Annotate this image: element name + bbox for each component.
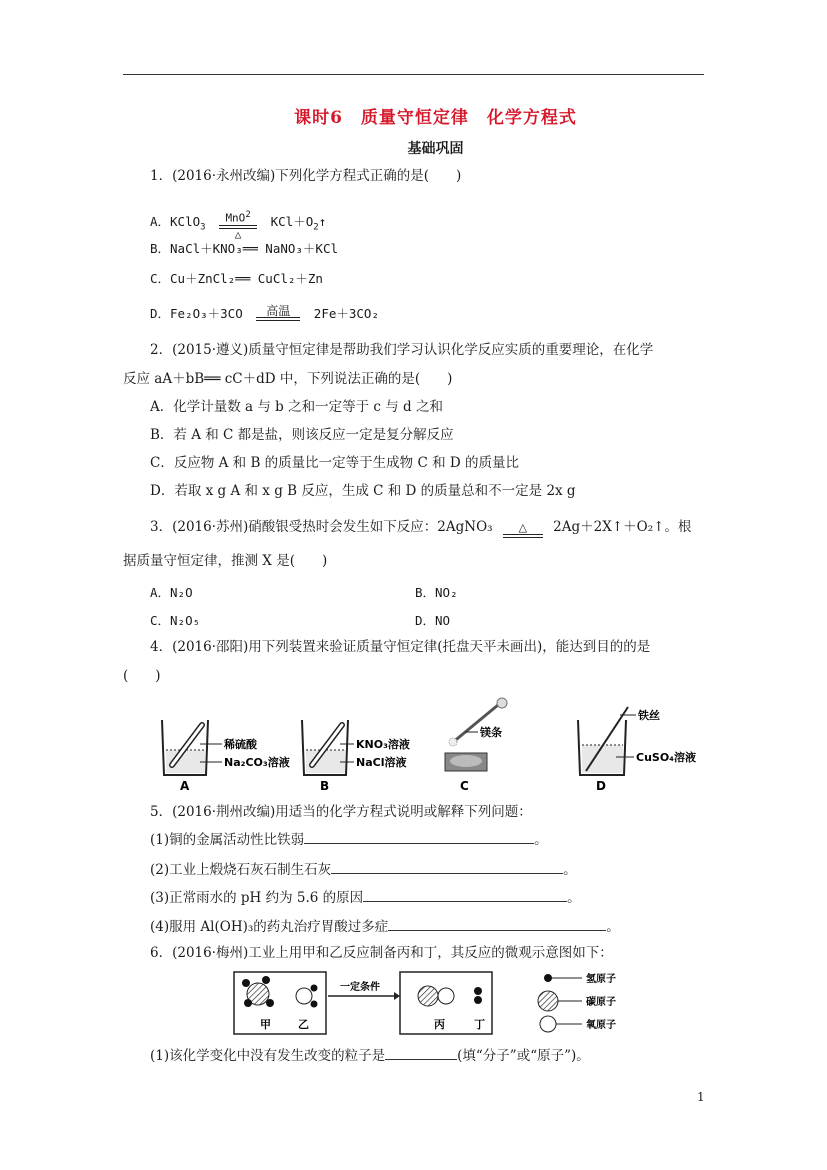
q4-stem-line2: ( ) <box>123 668 161 684</box>
q3-option-b: B．NO₂ <box>415 585 458 600</box>
header-rule <box>123 74 704 75</box>
q5-stem: 5．(2016·荆州改编)用适当的化学方程式说明或解释下列问题： <box>150 804 532 820</box>
q2-option-a: A．化学计量数 a 与 b 之和一定等于 c 与 d 之和 <box>150 399 443 415</box>
legend <box>538 972 616 1032</box>
legend-oxygen: 氧原子 <box>586 1020 616 1031</box>
label-kno3-solution: KNO₃溶液 <box>356 738 410 751</box>
answer-blank[interactable] <box>385 1047 457 1060</box>
label-magnesium-strip: 镁条 <box>480 726 502 739</box>
q3-option-d: D．NO <box>415 613 451 628</box>
answer-blank[interactable] <box>331 861 563 874</box>
q1-option-a: A．KClO$_3$ MnO$^2$ △ $KCl+O_2↑$ <box>150 210 327 241</box>
label-ding: 丁 <box>474 1018 485 1031</box>
molecule-ding <box>474 987 482 1004</box>
label-nacl-solution: NaCl溶液 <box>356 756 407 769</box>
apparatus-d <box>578 707 696 793</box>
label-cuso4-solution: CuSO₄溶液 <box>636 751 696 764</box>
molecule-bing <box>418 986 454 1006</box>
legend-hydrogen: 氢原子 <box>586 974 616 985</box>
reaction-condition: △ <box>503 522 543 538</box>
answer-blank[interactable] <box>388 918 606 931</box>
answer-blank[interactable] <box>363 889 567 902</box>
label-iron-wire: 铁丝 <box>638 709 660 722</box>
q2-option-b: B．若 A 和 C 都是盐，则该反应一定是复分解反应 <box>150 427 454 443</box>
q4-stem-line1: 4．(2016·邵阳)用下列装置来验证质量守恒定律(托盘天平未画出)，能达到目的的是 <box>150 639 651 655</box>
q3-option-c: C．N₂O₅ <box>150 613 201 628</box>
q1-option-c: C．Cu＋ZnCl₂══ CuCl₂＋Zn <box>150 271 323 286</box>
label-na2co3-solution: Na₂CO₃溶液 <box>224 756 290 769</box>
q6-micro-diagram <box>228 968 668 1038</box>
q5-item-3: (3)正常雨水的 pH 约为 5.6 的原因 。 <box>150 890 581 906</box>
label-jia: 甲 <box>260 1018 271 1031</box>
label-c: C <box>460 779 469 793</box>
q6-stem: 6．(2016·梅州)工业上用甲和乙反应制备丙和丁，其反应的微观示意图如下： <box>150 945 613 961</box>
page-title: 课时6 质量守恒定律 化学方程式 <box>294 108 577 128</box>
q2-stem-line1: 2．(2015·遵义)质量守恒定律是帮助我们学习认识化学反应实质的重要理论，在化学 <box>150 342 654 358</box>
q3-option-a: A．N₂O <box>150 585 193 600</box>
q2-option-d: D．若取 x g A 和 x g B 反应，生成 C 和 D 的质量总和不一定是 2x g <box>150 483 576 499</box>
label-yi: 乙 <box>298 1018 309 1031</box>
reaction-condition: MnO$^2$ △ <box>219 209 257 241</box>
q1-option-b: B．NaCl＋KNO₃══ NaNO₃＋KCl <box>150 241 339 256</box>
q5-item-4: (4)服用 Al(OH)₃的药丸治疗胃酸过多症 。 <box>150 919 620 935</box>
apparatus-a <box>162 720 290 793</box>
label-bing: 丙 <box>434 1018 445 1031</box>
page-number: 1 <box>697 1090 705 1104</box>
q6-sub-1: (1)该化学变化中没有发生改变的粒子是 (填“分子”或“原子”)。 <box>150 1048 590 1064</box>
q1-stem: 1．(2016·永州改编)下列化学方程式正确的是( ) <box>150 168 462 184</box>
label-condition: 一定条件 <box>340 982 380 993</box>
section-subtitle: 基础巩固 <box>407 141 464 157</box>
q3-stem-line1: 3．(2016·苏州)硝酸银受热时会发生如下反应：2AgNO₃ △ 2Ag＋2X↑＋O₂↑。根 <box>150 518 691 536</box>
label-d: D <box>596 779 606 793</box>
q1-option-d: D．Fe₂O₃＋3CO 高温 2Fe＋3CO₂ <box>150 304 379 321</box>
q3-stem-line2: 据质量守恒定律，推测 X 是( ) <box>123 553 328 569</box>
q5-item-2: (2)工业上煅烧石灰石制生石灰 。 <box>150 862 577 878</box>
molecule-yi <box>296 985 318 1008</box>
legend-carbon: 碳原子 <box>586 997 616 1008</box>
q2-option-c: C．反应物 A 和 B 的质量比一定等于生成物 C 和 D 的质量比 <box>150 455 519 471</box>
molecule-jia <box>242 976 274 1007</box>
apparatus-b <box>302 720 410 793</box>
apparatus-c <box>445 698 507 793</box>
label-b: B <box>320 779 330 793</box>
q2-stem-line2: 反应 aA＋bB══ cC＋dD 中，下列说法正确的是( ) <box>123 371 453 387</box>
reaction-condition: 高温 <box>256 305 300 321</box>
answer-blank[interactable] <box>304 831 534 844</box>
q5-item-1: (1)铜的金属活动性比铁弱 。 <box>150 832 548 848</box>
label-dilute-sulfuric-acid: 稀硫酸 <box>224 738 257 751</box>
q4-apparatus-figure <box>150 695 710 795</box>
label-a: A <box>180 779 190 793</box>
